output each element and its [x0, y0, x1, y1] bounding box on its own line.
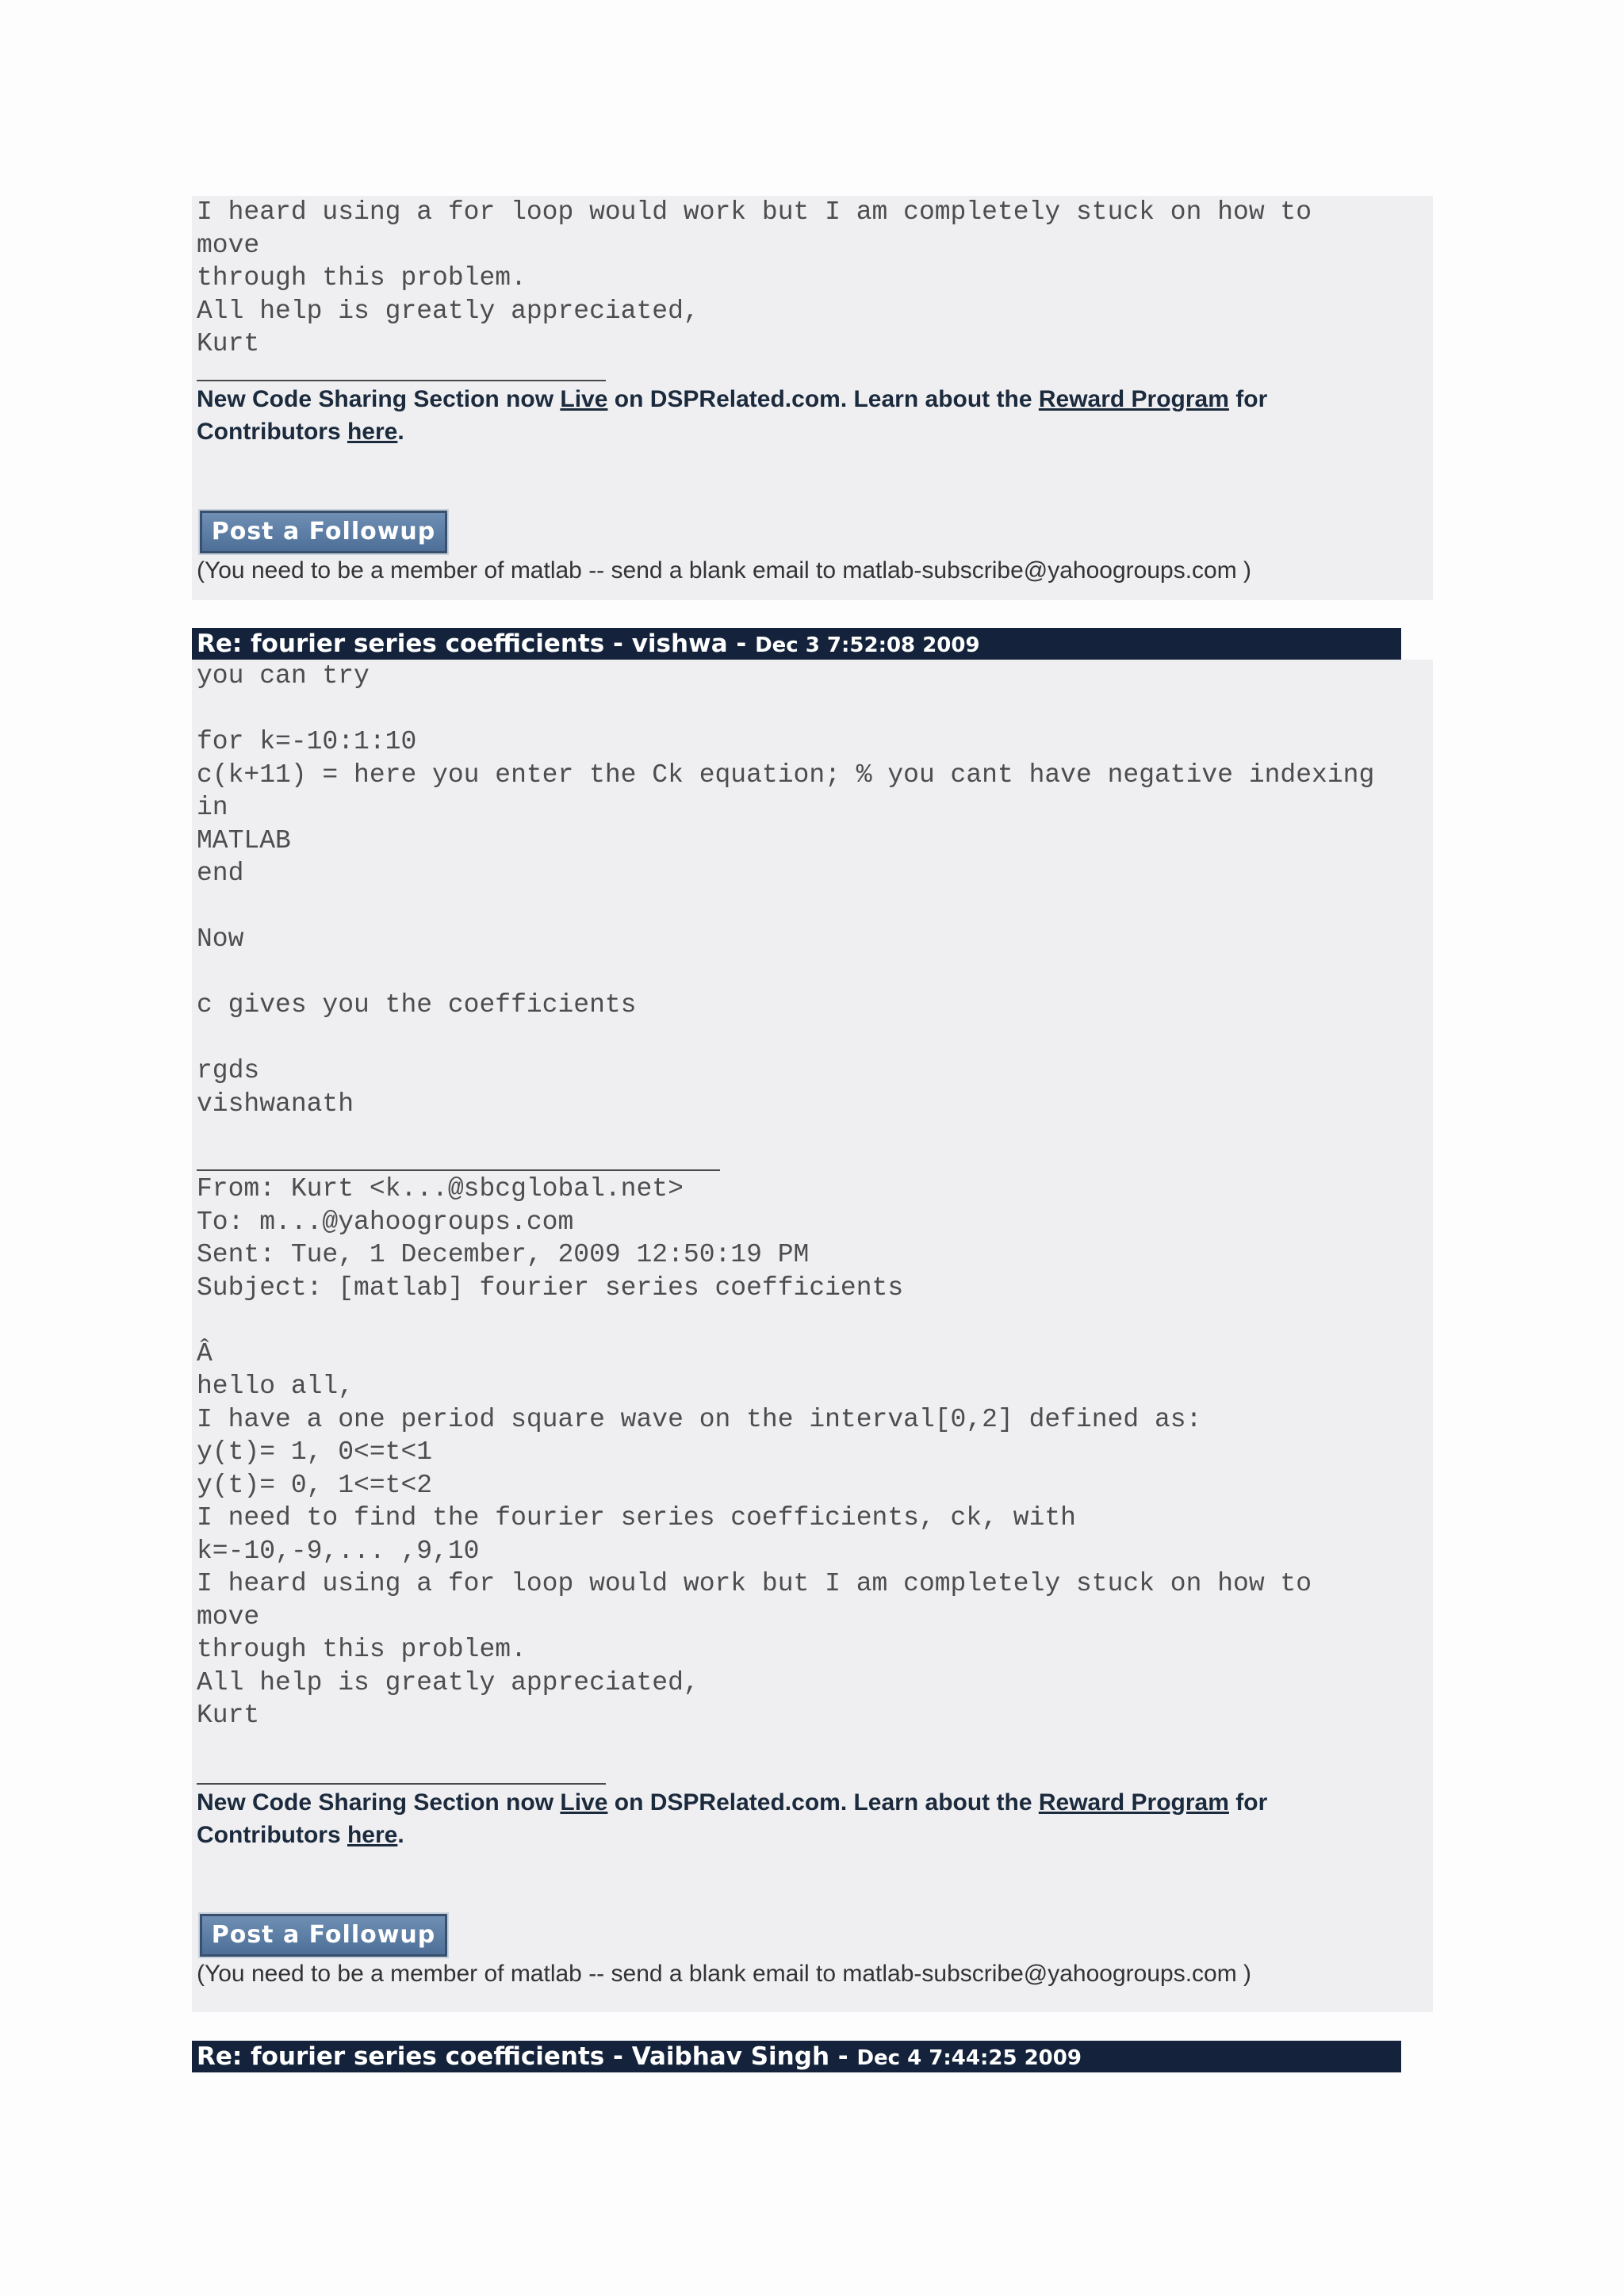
reply-text: you can try for k=-10:1:10 c(k+11) = here you enter the Ck equation; % you cant have negative indexing in MATLAB end Now c gives you the coefficients rgds vishwanath: [197, 661, 1375, 1119]
post-followup-button[interactable]: Post a Followup: [200, 1914, 447, 1957]
separator-line: [197, 380, 606, 381]
promo-text: New Code Sharing Section now Live on DSPRelated.com. Learn about the Reward Program for Contributors here.: [197, 385, 1268, 445]
reward-program-link[interactable]: Reward Program: [1038, 385, 1229, 412]
here-link[interactable]: here: [347, 1822, 398, 1848]
quote-separator-line: [197, 1169, 720, 1171]
live-link[interactable]: Live: [560, 1789, 608, 1816]
here-link[interactable]: here: [347, 419, 398, 445]
membership-note: (You need to be a member of matlab -- send a blank email to matlab-subscribe@yahoogroups.com ): [197, 1960, 1252, 1987]
membership-note: (You need to be a member of matlab -- send a blank email to matlab-subscribe@yahoogroups.com ): [197, 557, 1252, 584]
quoted-message-text: From: Kurt <k...@sbcglobal.net> To: m...@yahoogroups.com Sent: Tue, 1 December, 2009 12:50:19 PM Subject: [matlab] fourier series coefficients Â hello all, I have a one period square wave on the interval[0,2] defined as: y(t)= 1, 0<=t<1 y(t)= 0, 1<=t<2 I need to find the fourier series coefficients, ck, with k=-10,-9,... ,9,10 I heard using a for loop would work but I am completely stuck on how to move through this problem. All help is greatly appreciated, Kurt: [197, 1174, 1312, 1730]
message-text: I heard using a for loop would work but I am completely stuck on how to move through this problem. All help is greatly appreciated, Kurt: [197, 197, 1312, 358]
post-1-body: [192, 196, 1433, 600]
post-date: Dec 4 7:44:25 2009: [856, 2046, 1082, 2070]
post-followup-button[interactable]: Post a Followup: [200, 511, 447, 553]
post-title: Re: fourier series coefficients - vishwa -: [197, 629, 756, 658]
live-link[interactable]: Live: [560, 385, 608, 412]
post-2-body: [192, 660, 1433, 2012]
post-date: Dec 3 7:52:08 2009: [755, 633, 980, 657]
reward-program-link[interactable]: Reward Program: [1038, 1789, 1229, 1816]
separator-line: [197, 1783, 606, 1785]
post-2-header[interactable]: [192, 628, 1401, 660]
post-3-header[interactable]: [192, 2041, 1401, 2072]
promo-text: New Code Sharing Section now Live on DSPRelated.com. Learn about the Reward Program for Contributors here.: [197, 1789, 1268, 1848]
post-title: Re: fourier series coefficients - Vaibhav Singh -: [197, 2042, 857, 2071]
